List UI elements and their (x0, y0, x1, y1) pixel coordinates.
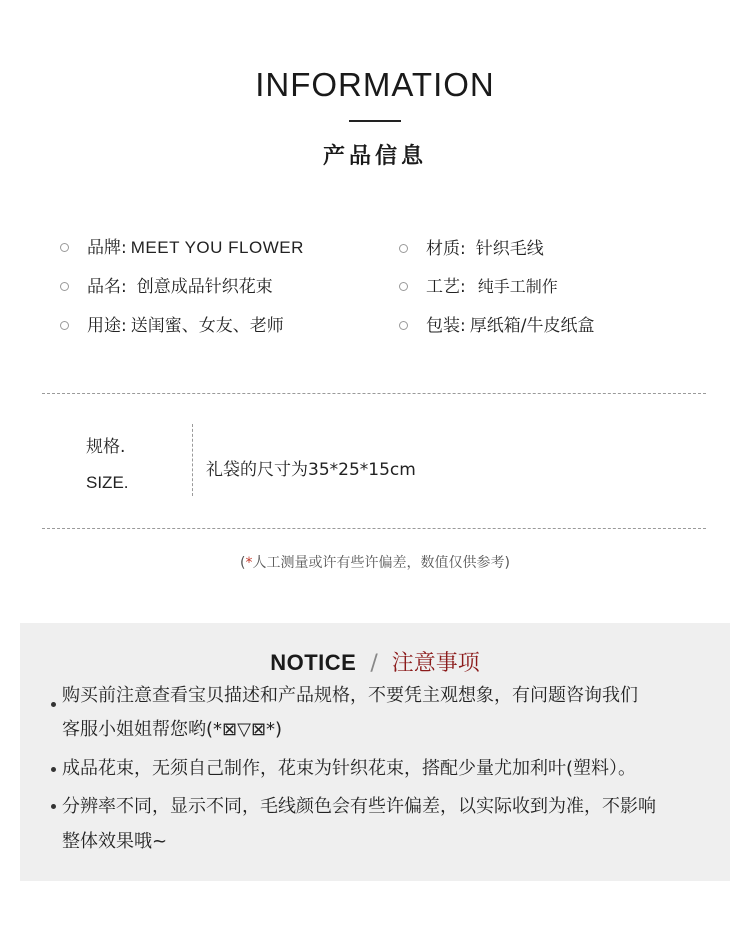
info-value: 针织毛线 (475, 239, 544, 259)
dashed-divider (42, 528, 706, 529)
circle-bullet-icon (399, 244, 408, 253)
info-value: MEET YOU FLOWER (130, 238, 304, 257)
bullet-dot-icon (51, 702, 56, 707)
info-item-brand (60, 235, 304, 261)
section-title-en: INFORMATION (255, 66, 495, 103)
notice-item-line: 客服小姐姐帮您哟(*⊠▽⊠*) (62, 719, 283, 740)
info-item-product-name (60, 274, 273, 300)
info-value: 创意成品针织花束 (136, 277, 273, 297)
circle-bullet-icon (399, 282, 408, 291)
disclaimer-text: 人工测量或许有些许偏差，数值仅供参考 (252, 555, 505, 571)
bullet-dot-icon (51, 804, 56, 809)
size-label-en: SIZE. (86, 473, 129, 492)
info-item-craft (399, 274, 558, 300)
info-item-material (399, 236, 544, 262)
title-divider (349, 120, 401, 122)
circle-bullet-icon (399, 321, 408, 330)
circle-bullet-icon (60, 282, 69, 291)
measurement-disclaimer (0, 552, 750, 572)
circle-bullet-icon (60, 243, 69, 252)
info-label: 品名: (87, 277, 127, 297)
notice-title (0, 646, 750, 677)
info-item-packaging (399, 313, 594, 339)
notice-title-en: NOTICE (270, 650, 357, 675)
notice-item-line: 分辨率不同，显示不同，毛线颜色会有些许偏差，以实际收到为准，不影响 (62, 796, 656, 817)
info-label: 用途: (87, 316, 127, 336)
info-value: 送闺蜜、女友、老师 (130, 316, 284, 336)
size-label-zh: 规格. (86, 437, 126, 457)
info-value: 纯手工制作 (477, 277, 558, 296)
disclaimer-star: * (245, 555, 253, 571)
info-label: 材质: (426, 239, 466, 259)
vertical-dashed-divider (192, 424, 193, 496)
info-label: 工艺: (426, 277, 466, 297)
info-item-usage (60, 313, 284, 339)
notice-item-line: 购买前注意查看宝贝描述和产品规格，不要凭主观想象，有问题咨询我们 (62, 685, 638, 706)
info-label: 品牌: (87, 238, 127, 258)
size-value: 礼袋的尺寸为35*25*15cm (206, 460, 416, 480)
disclaimer-close-paren: ) (504, 555, 510, 571)
notice-item-line: 整体效果哦~ (62, 831, 168, 852)
disclaimer-open-paren: ( (240, 555, 246, 571)
circle-bullet-icon (60, 321, 69, 330)
notice-title-separator: / (370, 651, 378, 676)
notice-title-zh: 注意事项 (391, 651, 480, 676)
info-value: 厚纸箱/牛皮纸盒 (469, 316, 595, 336)
bullet-dot-icon (51, 767, 56, 772)
info-label: 包装: (426, 316, 466, 336)
section-title-zh: 产品信息 (322, 144, 427, 169)
notice-item-line: 成品花束，无须自己制作，花束为针织花束，搭配少量尤加利叶(塑料）。 (62, 758, 637, 779)
dashed-divider (42, 393, 706, 394)
